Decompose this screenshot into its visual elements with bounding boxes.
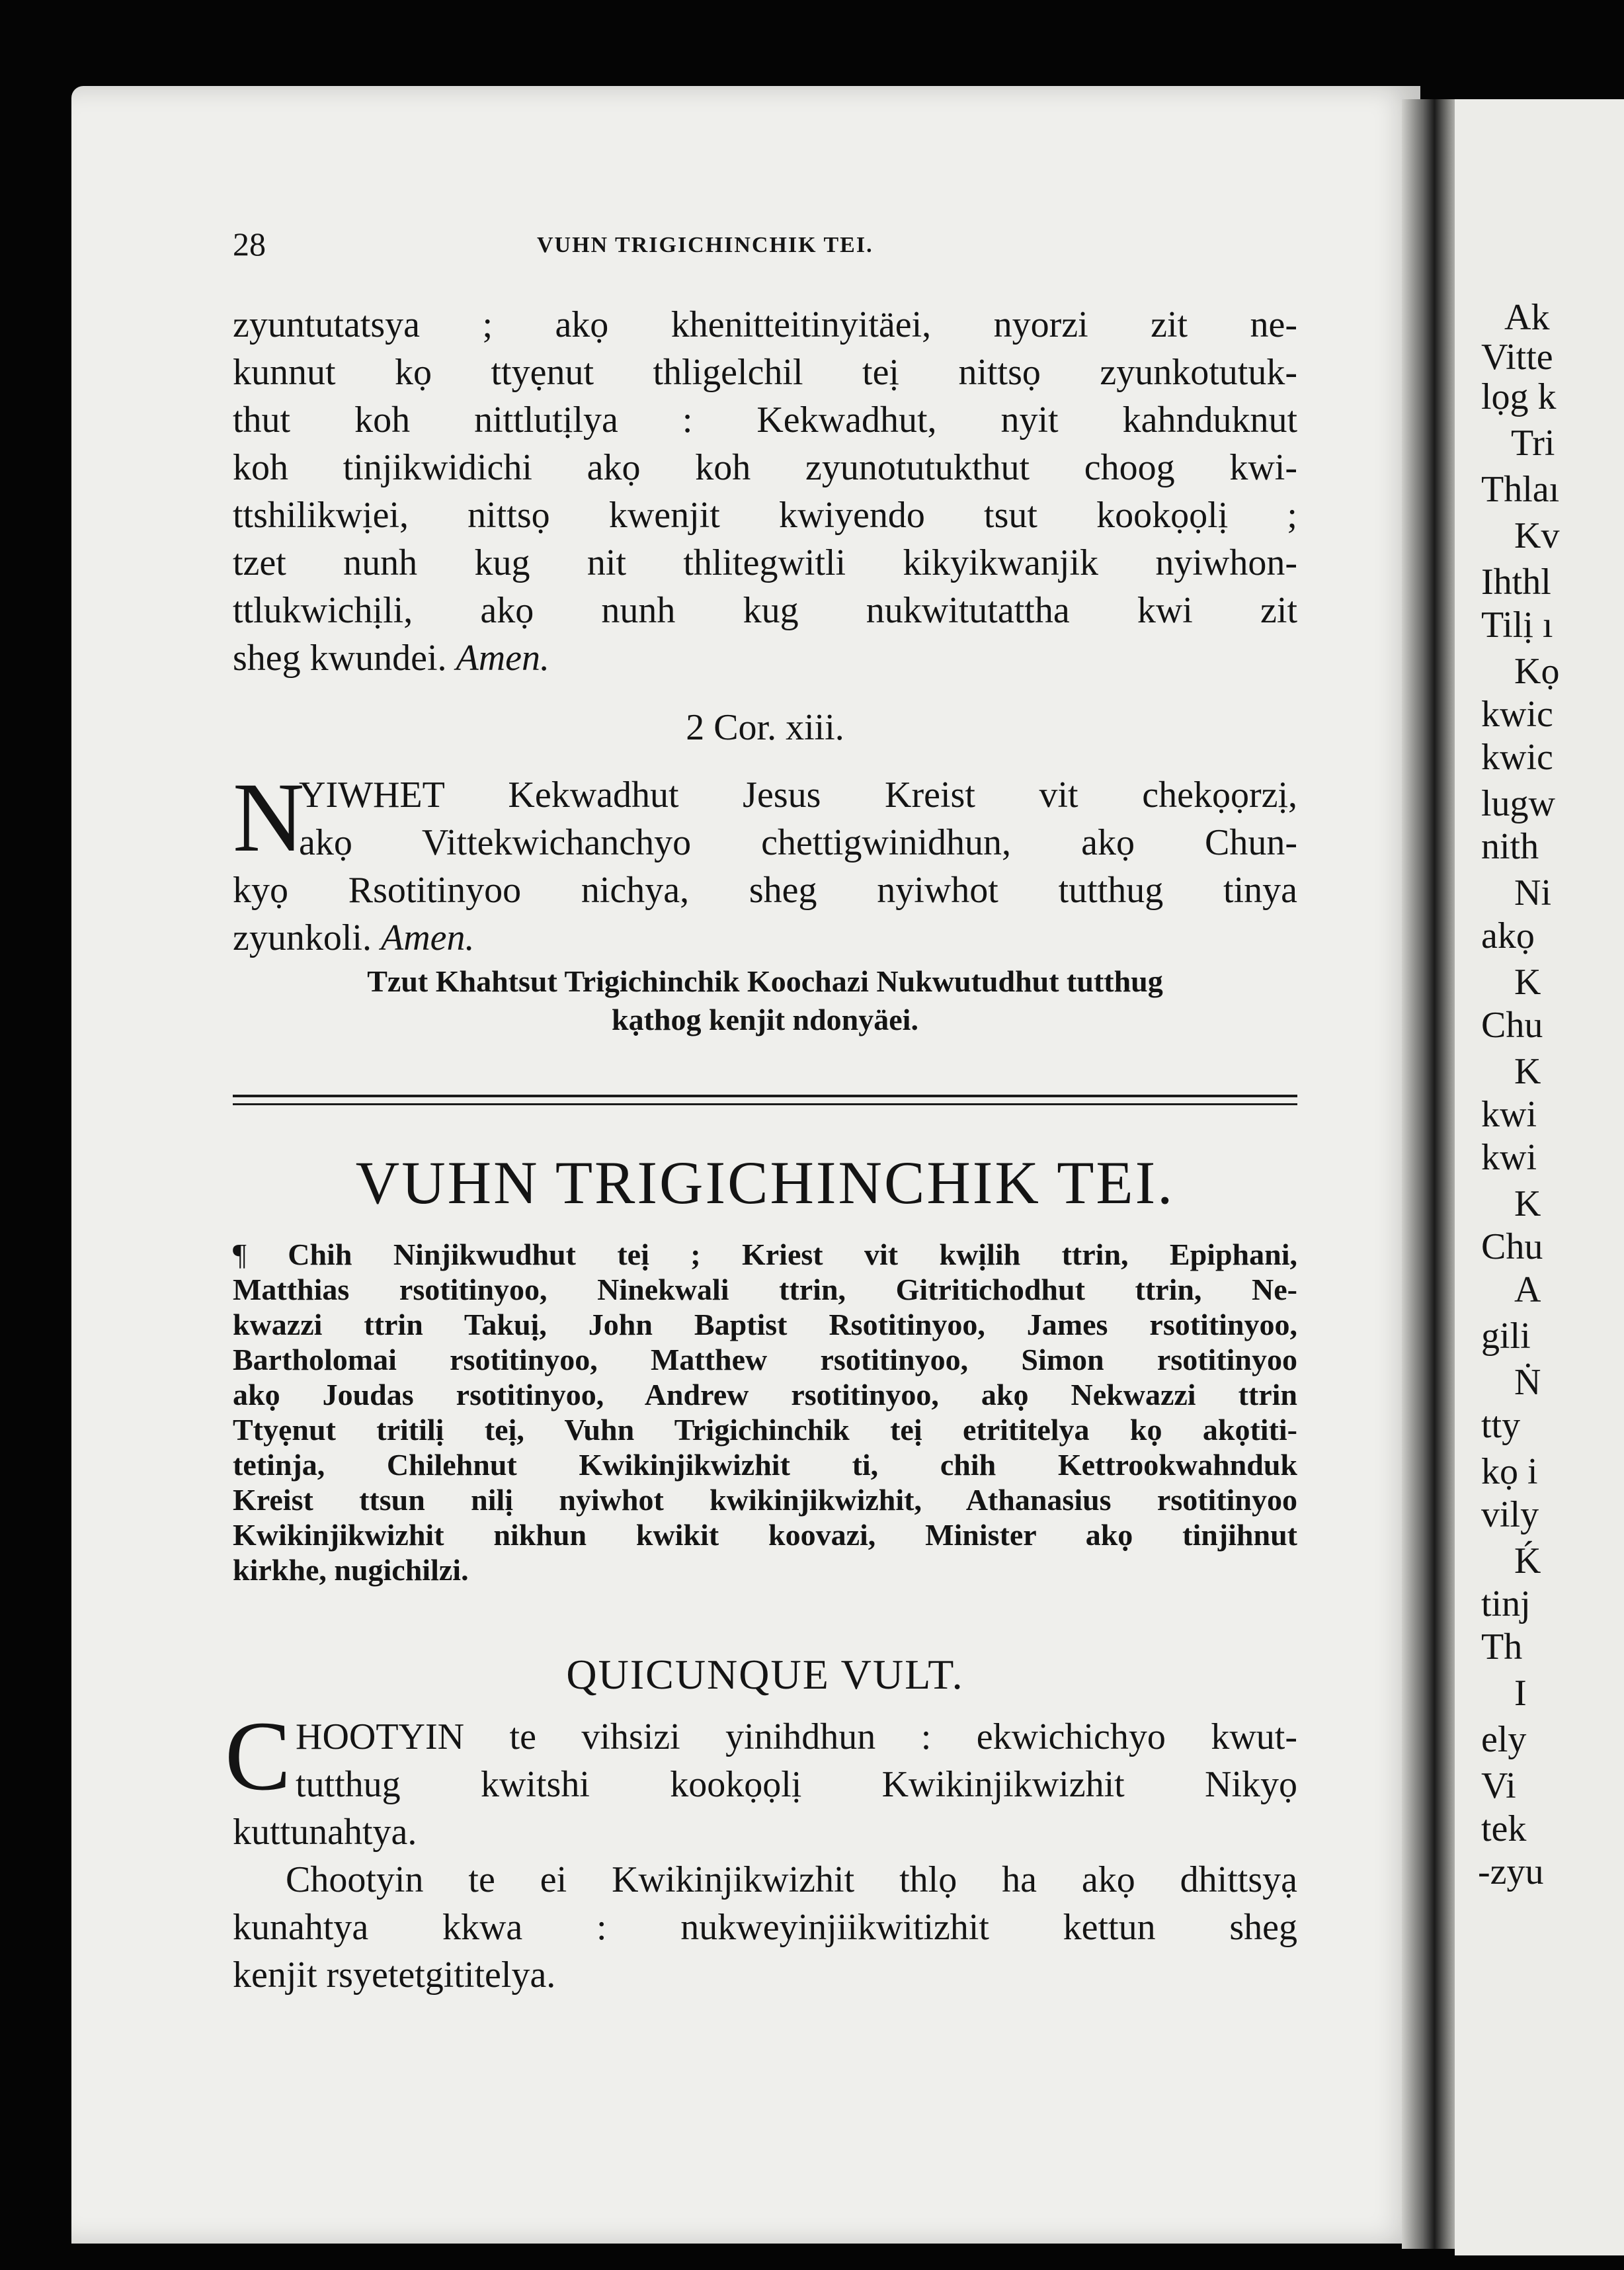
right-page-fragment: kwic <box>1481 694 1553 735</box>
text-line: kirkhe, nugichilzi. <box>233 1553 469 1587</box>
right-page-fragment: tek <box>1481 1808 1527 1849</box>
sub-title: QUICUNQUE VULT. <box>566 1651 964 1698</box>
text-line: Matthias rsotitinyoo, Ninekwali ttrin, Gitritichodhut ttrin, Ne- <box>233 1273 1297 1306</box>
right-page-fragment: Vitte <box>1481 337 1553 378</box>
text-line: kenjit rsyetetgititelya. <box>233 1955 556 1996</box>
text-line: tutthug kwitshi kookọọlị Kwikinjikwizhit Nikyọ <box>296 1764 1297 1805</box>
pilcrow-mark: ¶ <box>233 1238 247 1271</box>
right-page-fragment: lọg k <box>1481 376 1557 417</box>
right-page-fragment: K <box>1514 1051 1541 1092</box>
right-page-fragment: vily <box>1481 1494 1539 1535</box>
right-page-fragment: tty <box>1481 1405 1521 1446</box>
right-page-fragment: kwi <box>1481 1094 1537 1135</box>
drop-cap-c: C <box>225 1701 292 1811</box>
right-page-fragment: K <box>1514 962 1541 1003</box>
text-line: Kreist ttsun nilị nyiwhot kwikinjikwizhit, Athanasius rsotitinyoo <box>233 1483 1297 1517</box>
text-line: thut koh nittlutịlya : Kekwadhut, nyit kahnduknut <box>233 399 1297 441</box>
right-page-fragment: ely <box>1481 1719 1527 1760</box>
double-rule-top <box>233 1095 1297 1097</box>
text-line: Chih Ninjikwudhut teị ; Kriest vit kwịlih ttrin, Epiphani, <box>288 1238 1297 1271</box>
text-line: ttshilikwịei, nittsọ kwenjit kwiyendo tsut kookọọlị ; <box>233 495 1297 536</box>
rubric <box>233 962 1297 1039</box>
right-page-fragment: Chu <box>1481 1005 1543 1046</box>
text-line: Bartholomai rsotitinyoo, Matthew rsotitinyoo, Simon rsotitinyoo <box>233 1343 1297 1376</box>
right-page-fragment: A <box>1514 1269 1541 1310</box>
right-page-fragment: I <box>1514 1673 1527 1714</box>
right-page-fragment: kọ i <box>1481 1451 1538 1492</box>
right-page-fragment: Chu <box>1481 1226 1543 1267</box>
text-line: kyọ Rsotitinyoo nichya, sheg nyiwhot tutthug tinya <box>233 870 1297 911</box>
text-line <box>233 1237 1297 1272</box>
text-line: Kwikinjikwizhit nikhun kwikit koovazi, Minister akọ tinjihnut <box>233 1518 1297 1552</box>
page-header <box>233 225 1291 278</box>
right-page-fragment: nith <box>1481 826 1539 867</box>
text-line <box>233 914 1297 962</box>
right-page-fragment: lugw <box>1481 783 1555 824</box>
running-head: VUHN TRIGICHINCHIK TEI. <box>537 233 873 257</box>
text-line: Ttyẹnut tritilị teị, Vuhn Trigichinchik teị etrititelya kọ akọtiti- <box>233 1413 1297 1447</box>
right-page-fragment: Ni <box>1514 872 1551 913</box>
right-page-fragment: Ṅ <box>1514 1362 1541 1403</box>
text-line: zyuntutatsya ; akọ khenitteitinyitäei, nyorzi zit ne- <box>233 304 1297 345</box>
right-page-fragment: tinj <box>1481 1583 1531 1624</box>
text-line <box>233 634 1297 682</box>
section-title: VUHN TRIGICHINCHIK TEI. <box>355 1149 1175 1216</box>
page-number: 28 <box>233 226 266 263</box>
right-page-fragment: Ihthl <box>1481 562 1551 603</box>
text-line: zyunkoli. <box>233 917 372 958</box>
amen-word: Amen. <box>380 917 475 958</box>
right-page-fragment: Th <box>1481 1626 1523 1667</box>
rubric-line: kạthog kenjit ndonyäei. <box>612 1003 918 1036</box>
paragraph-collect-ending <box>233 301 1297 682</box>
right-page-fragment: kwic <box>1481 737 1553 778</box>
text-line: akọ Vittekwichanchyo chettigwinidhun, akọ Chun- <box>299 822 1297 863</box>
right-page-fragment: kwi <box>1481 1137 1537 1178</box>
text-line: YIWHET Kekwadhut Jesus Kreist vit chekọọrzị, <box>299 775 1297 816</box>
citation: 2 Cor. xiii. <box>686 707 844 748</box>
right-page-fragment: Kọ <box>1514 651 1560 692</box>
text-line: kunnut kọ ttyẹnut thligelchil teị nittsọ zyunkotutuk- <box>233 352 1297 393</box>
rubric-line: Tzut Khahtsut Trigichinchik Koochazi Nukwutudhut tutthug <box>367 964 1163 998</box>
text-line: kuttunahtya. <box>233 1812 417 1853</box>
paragraph-rubric-list <box>233 1237 1297 1587</box>
right-page-fragment: Tilị ı <box>1481 605 1553 646</box>
amen-word: Amen. <box>456 638 550 679</box>
text-line: ttlukwichịli, akọ nunh kug nukwitutattha kwi zit <box>233 590 1297 631</box>
book-gutter <box>1402 99 1461 2249</box>
text-line: kwazzi ttrin Takuị, John Baptist Rsotitinyoo, James rsotitinyoo, <box>233 1308 1297 1341</box>
text-line: akọ Joudas rsotitinyoo, Andrew rsotitinyoo, akọ Nekwazzi ttrin <box>233 1378 1297 1411</box>
text-line: sheg kwundei. <box>233 638 447 679</box>
right-page-fragment: Vi <box>1481 1765 1516 1806</box>
drop-cap-n: N <box>233 763 305 872</box>
right-page-fragment: Tri <box>1511 423 1555 464</box>
right-page-fragment: Thlaı <box>1481 469 1560 510</box>
paragraph-quicunque <box>233 1713 1297 1999</box>
right-page-fragment: akọ <box>1481 915 1535 956</box>
text-line: HOOTYIN te vihsizi yinihdhun : ekwichichyo kwut- <box>296 1716 1297 1757</box>
right-page-fragment: Ḱ <box>1514 1540 1541 1581</box>
right-page-fragment: -zyu <box>1478 1851 1544 1892</box>
right-page-fragment: Ak <box>1504 297 1550 338</box>
text-line: koh tinjikwidichi akọ koh zyunotutukthut choog kwi- <box>233 447 1297 488</box>
paragraph-grace <box>233 763 1297 962</box>
text-line: kunahtya kkwa : nukweyinjiikwitizhit kettun sheg <box>233 1907 1297 1948</box>
right-page-fragment: Kv <box>1514 515 1560 556</box>
text-line: tzet nunh kug nit thlitegwitli kikyikwanjik nyiwhon- <box>233 542 1297 583</box>
double-rule-bottom <box>233 1103 1297 1105</box>
right-page-fragment: K <box>1514 1183 1541 1224</box>
right-page-fragment: gili <box>1481 1316 1531 1357</box>
text-line: Chootyin te ei Kwikinjikwizhit thlọ ha akọ dhittsyạ <box>286 1859 1297 1900</box>
text-line: tetinja, Chilehnut Kwikinjikwizhit ti, chih Kettrookwahnduk <box>233 1448 1297 1482</box>
